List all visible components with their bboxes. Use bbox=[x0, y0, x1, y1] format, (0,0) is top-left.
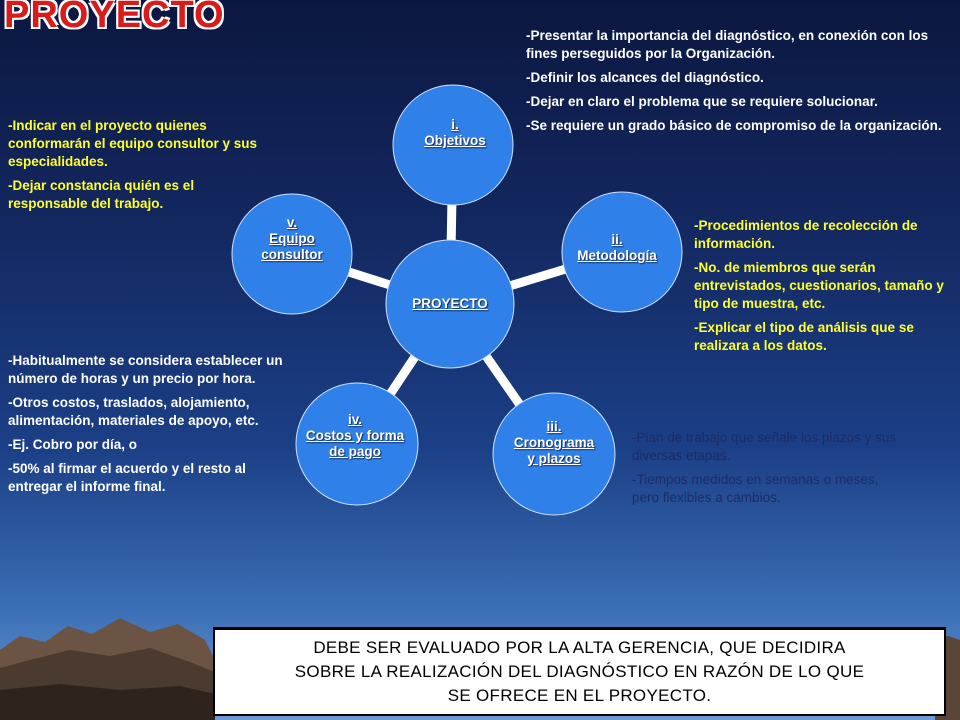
node-equipo-line-2: Equipo bbox=[269, 231, 315, 246]
node-equipo-line-3: consultor bbox=[261, 247, 323, 262]
node-equipo-label bbox=[227, 215, 357, 263]
node-costos-label bbox=[290, 412, 420, 460]
note-equipo-item: -Dejar constancia quién es el responsable del trabajo. bbox=[8, 178, 195, 211]
note-objetivos-item: -Dejar en claro el problema que se requiere solucionar. bbox=[526, 94, 878, 109]
node-cronograma-line-2: Cronograma bbox=[513, 435, 595, 450]
node-metodologia-line-1: ii. bbox=[611, 232, 623, 247]
conclusion-line-2: SOBRE LA REALIZACIÓN DEL DIAGNÓSTICO EN RAZÓN DE LO QUE bbox=[294, 662, 865, 681]
center-node-text: PROYECTO bbox=[412, 296, 488, 311]
note-costos-item: -Ej. Cobro por día, o bbox=[8, 437, 137, 452]
note-cronograma-item: -Plan de trabajo que señale los plazos y sus diversas etapas. bbox=[632, 430, 897, 463]
center-node-label bbox=[385, 296, 515, 312]
note-costos bbox=[8, 352, 286, 502]
node-metodologia-line-2: Metodología bbox=[577, 248, 657, 263]
note-objetivos-item: -Definir los alcances del diagnóstico. bbox=[526, 70, 764, 85]
note-cronograma-item: -Tiempos medidos en semanas o meses, pero flexibles a cambios. bbox=[632, 472, 879, 505]
node-costos-line-2: Costos y forma bbox=[305, 428, 405, 443]
note-objetivos-item: -Se requiere un grado básico de compromiso de la organización. bbox=[526, 118, 942, 133]
node-objetivos-line-1: i. bbox=[451, 117, 459, 132]
node-objetivos-line-2: Objetivos bbox=[424, 133, 486, 148]
conclusion-line-1: DEBE SER EVALUADO POR LA ALTA GERENCIA, QUE DECIDIRA bbox=[313, 638, 846, 657]
note-metodologia-item: -Explicar el tipo de análisis que se realizara a los datos. bbox=[694, 320, 914, 353]
note-metodologia-item: -No. de miembros que serán entrevistados, cuestionarios, tamaño y tipo de muestra, etc. bbox=[694, 260, 944, 311]
conclusion-box bbox=[213, 627, 946, 716]
node-metodologia-label bbox=[552, 232, 682, 264]
node-cronograma-label bbox=[489, 419, 619, 467]
node-equipo-line-1: v. bbox=[286, 215, 298, 230]
note-costos-item: -Habitualmente se considera establecer un número de horas y un precio por hora. bbox=[8, 353, 283, 386]
conclusion-line-3: SE OFRECE EN EL PROYECTO. bbox=[447, 686, 712, 705]
note-costos-item: -50% al firmar el acuerdo y el resto al entregar el informe final. bbox=[8, 461, 246, 494]
note-objetivos-item: -Presentar la importancia del diagnóstico, en conexión con los fines perseguidos por la Organización. bbox=[526, 28, 929, 61]
node-cronograma-line-1: iii. bbox=[546, 419, 562, 434]
note-equipo-item: -Indicar en el proyecto quienes conformarán el equipo consultor y sus especialidades. bbox=[8, 118, 258, 169]
note-costos-item: -Otros costos, traslados, alojamiento, alimentación, materiales de apoyo, etc. bbox=[8, 395, 259, 428]
node-costos-line-1: iv. bbox=[347, 412, 362, 427]
slide-title: PROYECTO bbox=[4, 0, 225, 36]
node-cronograma-line-3: y plazos bbox=[527, 451, 581, 466]
node-objetivos-label bbox=[390, 117, 520, 149]
note-equipo bbox=[8, 117, 270, 219]
note-metodologia bbox=[694, 217, 949, 361]
note-objetivos bbox=[526, 27, 951, 141]
node-costos-line-3: de pago bbox=[329, 444, 381, 459]
conclusion-text bbox=[283, 636, 876, 708]
note-metodologia-item: -Procedimientos de recolección de información. bbox=[694, 218, 918, 251]
note-cronograma bbox=[632, 429, 902, 513]
